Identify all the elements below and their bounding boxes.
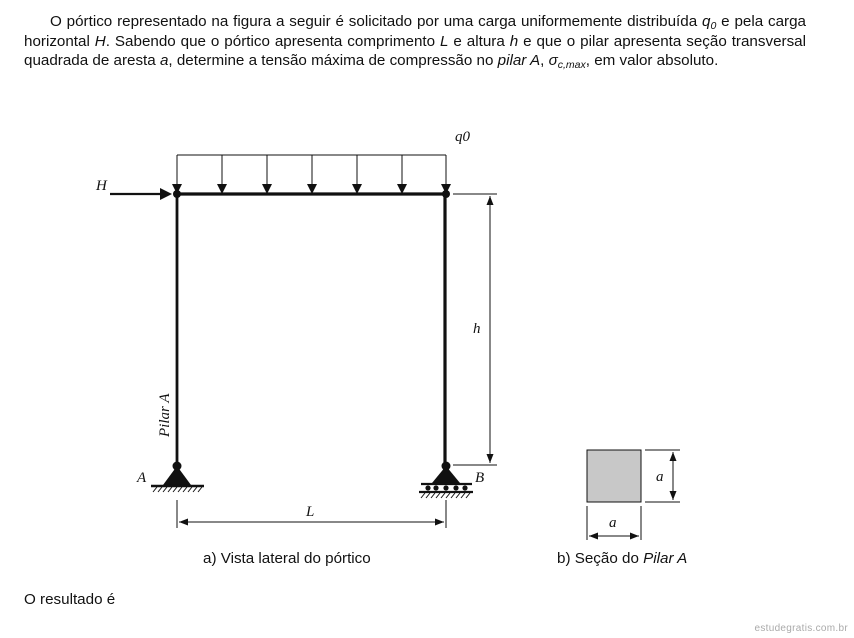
sigma-symbol: $\sigma_{c,max}$ <box>548 52 586 72</box>
caption-b: b) Seção do Pilar A <box>557 550 688 567</box>
q0-symbol: $q_0$ <box>702 13 717 32</box>
joint-right <box>442 190 450 198</box>
H-symbol: H <box>94 32 106 50</box>
a-symbol: a <box>159 52 169 70</box>
support-b-roller <box>419 462 473 499</box>
L-label: L <box>306 504 315 520</box>
caption-a: a) Vista lateral do pórtico <box>203 550 371 567</box>
h-symbol: h <box>509 32 519 50</box>
problem-statement: O pórtico representado na figura a seguir é solicitado por uma carga uniformemente distribuída $q_0$ e pela carga horizontal H. Sabendo que o pórtico apresenta comprimento L e altura h e que o pilar apresenta seção transversal quadrada de aresta a, determine a tensão máxima de compressão no pilar A, $\sigma_{c,max}$, em valor absoluto. <box>24 13 806 72</box>
cross-section-square <box>587 450 641 502</box>
a-side-label: a <box>656 469 664 485</box>
H-label: H <box>96 178 107 194</box>
A-label: A <box>137 470 147 486</box>
q0-label: q0 <box>455 129 470 145</box>
pilar-a-label: Pilar A <box>157 393 173 437</box>
h-label: h <box>473 321 481 337</box>
B-label: B <box>475 470 485 486</box>
joint-left <box>173 190 181 198</box>
L-symbol: L <box>440 32 449 50</box>
pilar-a-reference: pilar A <box>497 52 541 70</box>
support-a-pinned <box>151 462 204 493</box>
distributed-load-q0 <box>172 155 451 194</box>
result-prompt: O resultado é <box>24 591 116 608</box>
a-bottom-label: a <box>609 515 617 531</box>
horizontal-load-arrow <box>110 188 172 200</box>
watermark: estudegratis.com.br <box>754 623 848 634</box>
